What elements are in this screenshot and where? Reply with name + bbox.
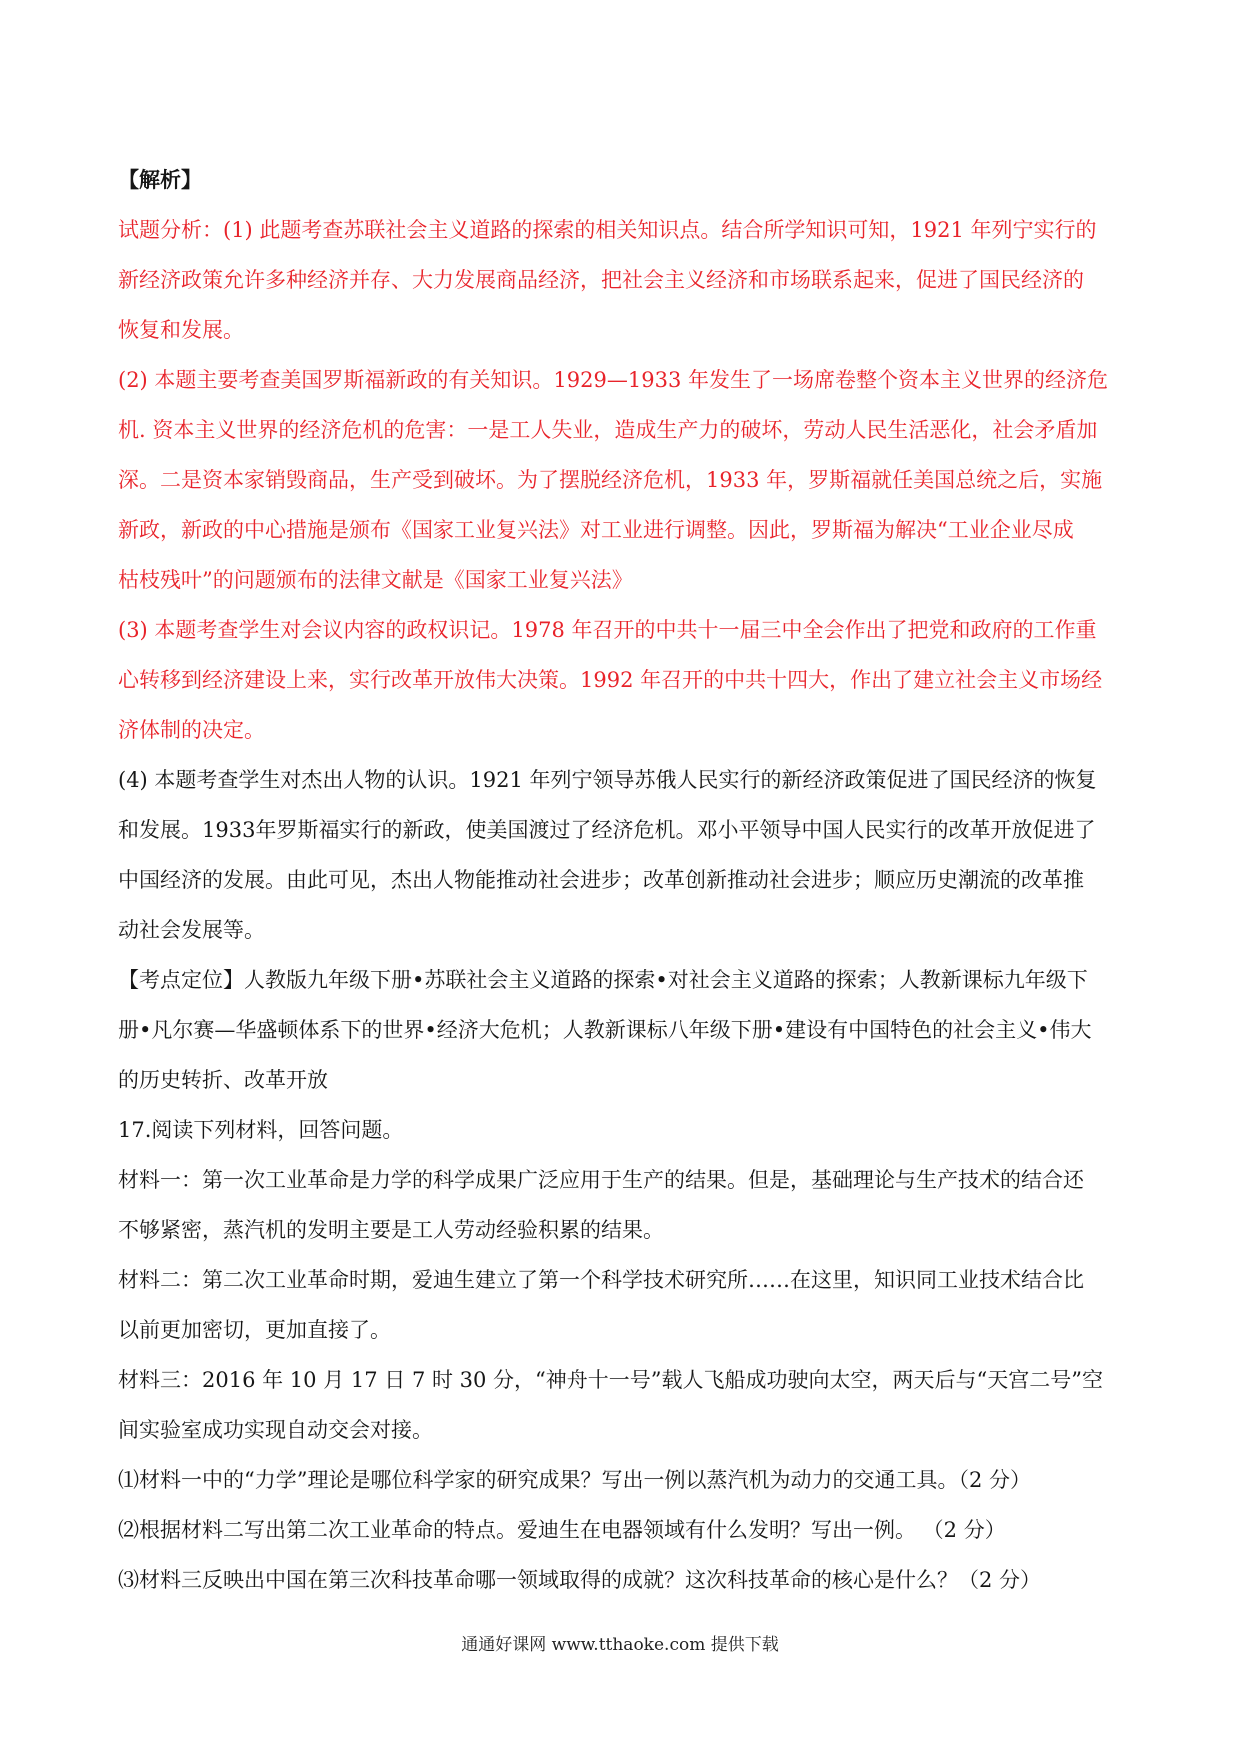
text-line: (4) 本题考查学生对杰出人物的认识。1921 年列宁领导苏俄人民实行的新经济政策促进了国民经济的恢复 — [118, 768, 1097, 792]
analysis-line: 济体制的决定。 — [118, 718, 265, 742]
analysis-line: 枯枝残叶”的问题颁布的法律文献是《国家工业复兴法》 — [118, 568, 633, 592]
question-line: ⑵根据材料二写出第二次工业革命的特点。爱迪生在电器领域有什么发明？写出一例。 （2 分） — [118, 1518, 1006, 1542]
analysis-heading: 【解析】 — [118, 167, 202, 192]
analysis-line: 新经济政策允许多种经济并存、大力发展商品经济，把社会主义经济和市场联系起来，促进了国民经济的 — [118, 268, 1084, 292]
question-title: 17.阅读下列材料，回答问题。 — [118, 1118, 404, 1142]
exam-point-line: 的历史转折、改革开放 — [118, 1068, 328, 1092]
analysis-line: 新政，新政的中心措施是颁布《国家工业复兴法》对工业进行调整。因此，罗斯福为解决“工业企业尽成 — [118, 518, 1074, 542]
text-line: 动社会发展等。 — [118, 918, 265, 942]
exam-point-line: 册•凡尔赛—华盛顿体系下的世界•经济大危机；人教新课标八年级下册•建设有中国特色的社会主义•伟大 — [118, 1018, 1092, 1042]
material-line: 材料三：2016 年 10 月 17 日 7 时 30 分，“神舟十一号”载人飞船成功驶向太空，两天后与“天宫二号”空 — [118, 1368, 1103, 1392]
analysis-line: 恢复和发展。 — [118, 318, 244, 342]
analysis-line: 机. 资本主义世界的经济危机的危害：一是工人失业，造成生产力的破坏，劳动人民生活恶化，社会矛盾加 — [118, 418, 1098, 442]
analysis-line: 试题分析：(1) 此题考查苏联社会主义道路的探索的相关知识点。结合所学知识可知，1921 年列宁实行的 — [118, 218, 1097, 242]
document-body — [118, 155, 1143, 1605]
text-line: 中国经济的发展。由此可见，杰出人物能推动社会进步；改革创新推动社会进步；顺应历史潮流的改革推 — [118, 868, 1084, 892]
material-line: 间实验室成功实现自动交会对接。 — [118, 1418, 433, 1442]
analysis-red-block — [118, 205, 1143, 755]
exam-point-line: 【考点定位】人教版九年级下册•苏联社会主义道路的探索•对社会主义道路的探索；人教新课标九年级下 — [118, 968, 1088, 992]
analysis-line: (3) 本题考查学生对会议内容的政权识记。1978 年召开的中共十一届三中全会作出了把党和政府的工作重 — [118, 618, 1097, 642]
content-black-block — [118, 755, 1143, 1605]
material-line: 不够紧密，蒸汽机的发明主要是工人劳动经验积累的结果。 — [118, 1218, 664, 1242]
text-line: 和发展。1933年罗斯福实行的新政，使美国渡过了经济危机。邓小平领导中国人民实行的改革开放促进了 — [118, 818, 1096, 842]
analysis-line: (2) 本题主要考查美国罗斯福新政的有关知识。1929—1933 年发生了一场席卷整个资本主义世界的经济危 — [118, 368, 1108, 392]
material-line: 材料一：第一次工业革命是力学的科学成果广泛应用于生产的结果。但是，基础理论与生产技术的结合还 — [118, 1168, 1084, 1192]
analysis-line: 深。二是资本家销毁商品，生产受到破坏。为了摆脱经济危机，1933 年，罗斯福就任美国总统之后，实施 — [118, 468, 1103, 492]
question-line: ⑴材料一中的“力学”理论是哪位科学家的研究成果？写出一例以蒸汽机为动力的交通工具。（2 分） — [118, 1468, 1032, 1492]
material-line: 材料二：第二次工业革命时期，爱迪生建立了第一个科学技术研究所……在这里，知识同工业技术结合比 — [118, 1268, 1084, 1292]
analysis-line: 心转移到经济建设上来，实行改革开放伟大决策。1992 年召开的中共十四大，作出了建立社会主义市场经 — [118, 668, 1103, 692]
page-footer: 通通好课网 www.tthaoke.com 提供下载 — [461, 1635, 779, 1655]
material-line: 以前更加密切，更加直接了。 — [118, 1318, 391, 1342]
question-line: ⑶材料三反映出中国在第三次科技革命哪一领域取得的成就？这次科技革命的核心是什么？（2 分） — [118, 1568, 1042, 1592]
